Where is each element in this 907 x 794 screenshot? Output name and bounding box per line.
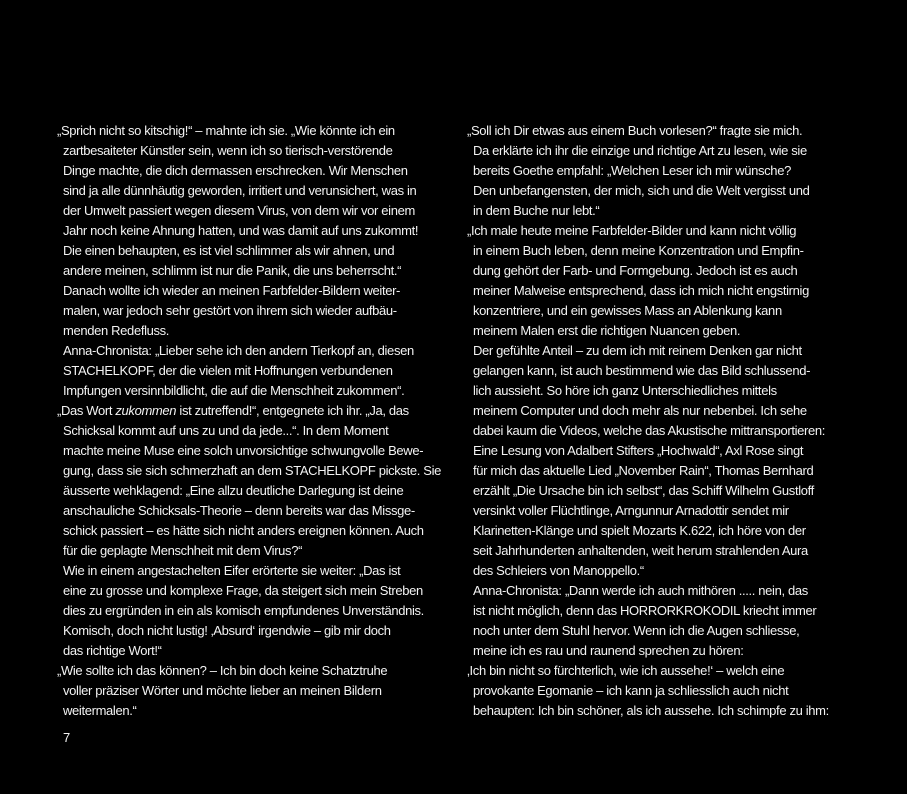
text-line: Klarinetten-Klänge und spielt Mozarts K.622, ich höre von der <box>473 523 806 538</box>
text-line: voller präziser Wörter und möchte lieber an meinen Bildern <box>63 683 382 698</box>
text-line: Danach wollte ich wieder an meinen Farbfelder-Bildern weiter- <box>63 283 401 298</box>
text-line: dies zu ergründen in ein als komisch empfundenes Unverständnis. <box>63 603 424 618</box>
text-line: machte meine Muse eine solch unvorsichtige schwungvolle Bewe- <box>63 443 424 458</box>
text-line: gung, dass sie sich schmerzhaft an dem STACHELKOPF pickste. Sie <box>63 463 441 478</box>
text-line: Anna-Chronista: „Lieber sehe ich den andern Tierkopf an, diesen <box>63 343 414 358</box>
text-line: „Soll ich Dir etwas aus einem Buch vorlesen?“ fragte sie mich. <box>467 123 803 138</box>
text-column-left <box>57 121 463 721</box>
text-line: in dem Buche nur lebt.“ <box>473 203 600 218</box>
text-line: provokante Egomanie – ich kann ja schliesslich auch nicht <box>473 683 789 698</box>
text-line: dung gehört der Farb- und Formgebung. Jedoch ist es auch <box>473 263 798 278</box>
text-line: noch unter dem Stuhl hervor. Wenn ich die Augen schliesse, <box>473 623 800 638</box>
text-line: menden Redefluss. <box>63 323 170 338</box>
text-line: Dinge machte, die dich dermassen erschrecken. Wir Menschen <box>63 163 408 178</box>
text-line: „Das Wort zukommen ist zutreffend!“, entgegnete ich ihr. „Ja, das <box>57 403 409 418</box>
text-line: Schicksal kommt auf uns zu und da jede...“. In dem Moment <box>63 423 389 438</box>
text-line: in einem Buch leben, denn meine Konzentration und Empfin- <box>473 243 804 258</box>
text-line: Der gefühlte Anteil – zu dem ich mit reinem Denken gar nicht <box>473 343 802 358</box>
text-line: sind ja alle dünnhäutig geworden, irritiert und verunsichert, was in <box>63 183 417 198</box>
text-line: dabei kaum die Videos, welche das Akustische mittransportieren: <box>473 423 826 438</box>
text-line: erzählt „Die Ursache bin ich selbst“, das Schiff Wilhelm Gustloff <box>473 483 814 498</box>
page-number: 7 <box>63 730 71 745</box>
text-line: Impfungen versinnbildlicht, die auf die Menschheit zukommen“. <box>63 383 405 398</box>
text-line: STACHELKOPF, der die vielen mit Hoffnungen verbundenen <box>63 363 393 378</box>
text-column-right <box>467 121 873 721</box>
text-line: anschauliche Schicksals-Theorie – denn bereits war das Missge- <box>63 503 415 518</box>
text-line: für die geplagte Menschheit mit dem Virus?“ <box>63 543 303 558</box>
text-line: bereits Goethe empfahl: „Welchen Leser ich mir wünsche? <box>473 163 791 178</box>
text-line: ist nicht möglich, denn das HORRORKROKODIL kriecht immer <box>473 603 817 618</box>
text-line: andere meinen, schlimm ist nur die Panik, die uns beherrscht.“ <box>63 263 402 278</box>
text-line: gelangen kann, ist auch bestimmend wie das Bild schlussend- <box>473 363 811 378</box>
text-line: „Wie sollte ich das können? – Ich bin doch keine Schatztruhe <box>57 663 388 678</box>
text-line: zartbesaiteter Künstler sein, wenn ich so tierisch-verstörende <box>63 143 393 158</box>
text-line: das richtige Wort!“ <box>63 643 162 658</box>
text-line: meinem Malen erst die richtigen Nuancen geben. <box>473 323 741 338</box>
text-line: Wie in einem angestachelten Eifer erörterte sie weiter: „Das ist <box>63 563 401 578</box>
text-line: des Schleiers von Manoppello.“ <box>473 563 644 578</box>
text-line: schick passiert – es hätte sich nicht anders ereignen können. Auch <box>63 523 424 538</box>
text-line: lich aussieht. So höre ich ganz Unterschiedliches mittels <box>473 383 777 398</box>
text-line: versinkt voller Flüchtlinge, Arngunnur Arnadottir sendet mir <box>473 503 789 518</box>
text-line: Jahr noch keine Ahnung hatten, und was damit auf uns zukommt! <box>63 223 419 238</box>
text-line: seit Jahrhunderten anhaltenden, weit herum strahlenden Aura <box>473 543 808 558</box>
text-line: meinem Computer und doch mehr als nur nebenbei. Ich sehe <box>473 403 807 418</box>
text-line: Die einen behaupten, es ist viel schlimmer als wir ahnen, und <box>63 243 395 258</box>
text-line: Eine Lesung von Adalbert Stifters „Hochwald“, Axl Rose singt <box>473 443 804 458</box>
text-line: meiner Malweise entsprechend, dass ich mich nicht engstirnig <box>473 283 809 298</box>
text-line: behaupten: Ich bin schöner, als ich aussehe. Ich schimpfe zu ihm: <box>473 703 829 718</box>
text-line: meine ich es rau und raunend sprechen zu hören: <box>473 643 744 658</box>
text-line: der Umwelt passiert wegen diesem Virus, von dem wir vor einem <box>63 203 415 218</box>
text-line: äusserte wehklagend: „Eine allzu deutliche Darlegung ist deine <box>63 483 404 498</box>
text-line: ‚Ich bin nicht so fürchterlich, wie ich aussehe!‘ – welch eine <box>467 663 785 678</box>
text-line: eine zu grosse und komplexe Frage, da steigert sich mein Streben <box>63 583 423 598</box>
text-line: Da erklärte ich ihr die einzige und richtige Art zu lesen, wie sie <box>473 143 807 158</box>
text-line: Anna-Chronista: „Dann werde ich auch mithören ..... nein, das <box>473 583 808 598</box>
text-line: malen, war jedoch sehr gestört von ihrem sich wieder aufbäu- <box>63 303 397 318</box>
text-line: konzentriere, und ein gewisses Mass an Ablenkung kann <box>473 303 782 318</box>
text-line: „Ich male heute meine Farbfelder-Bilder und kann nicht völlig <box>467 223 797 238</box>
text-line: Komisch, doch nicht lustig! ‚Absurd‘ irgendwie – gib mir doch <box>63 623 391 638</box>
text-line: weitermalen.“ <box>63 703 137 718</box>
text-line: „Sprich nicht so kitschig!“ – mahnte ich sie. „Wie könnte ich ein <box>57 123 395 138</box>
text-line: Den unbefangensten, der mich, sich und die Welt vergisst und <box>473 183 810 198</box>
text-line: für mich das aktuelle Lied „November Rain“, Thomas Bernhard <box>473 463 814 478</box>
